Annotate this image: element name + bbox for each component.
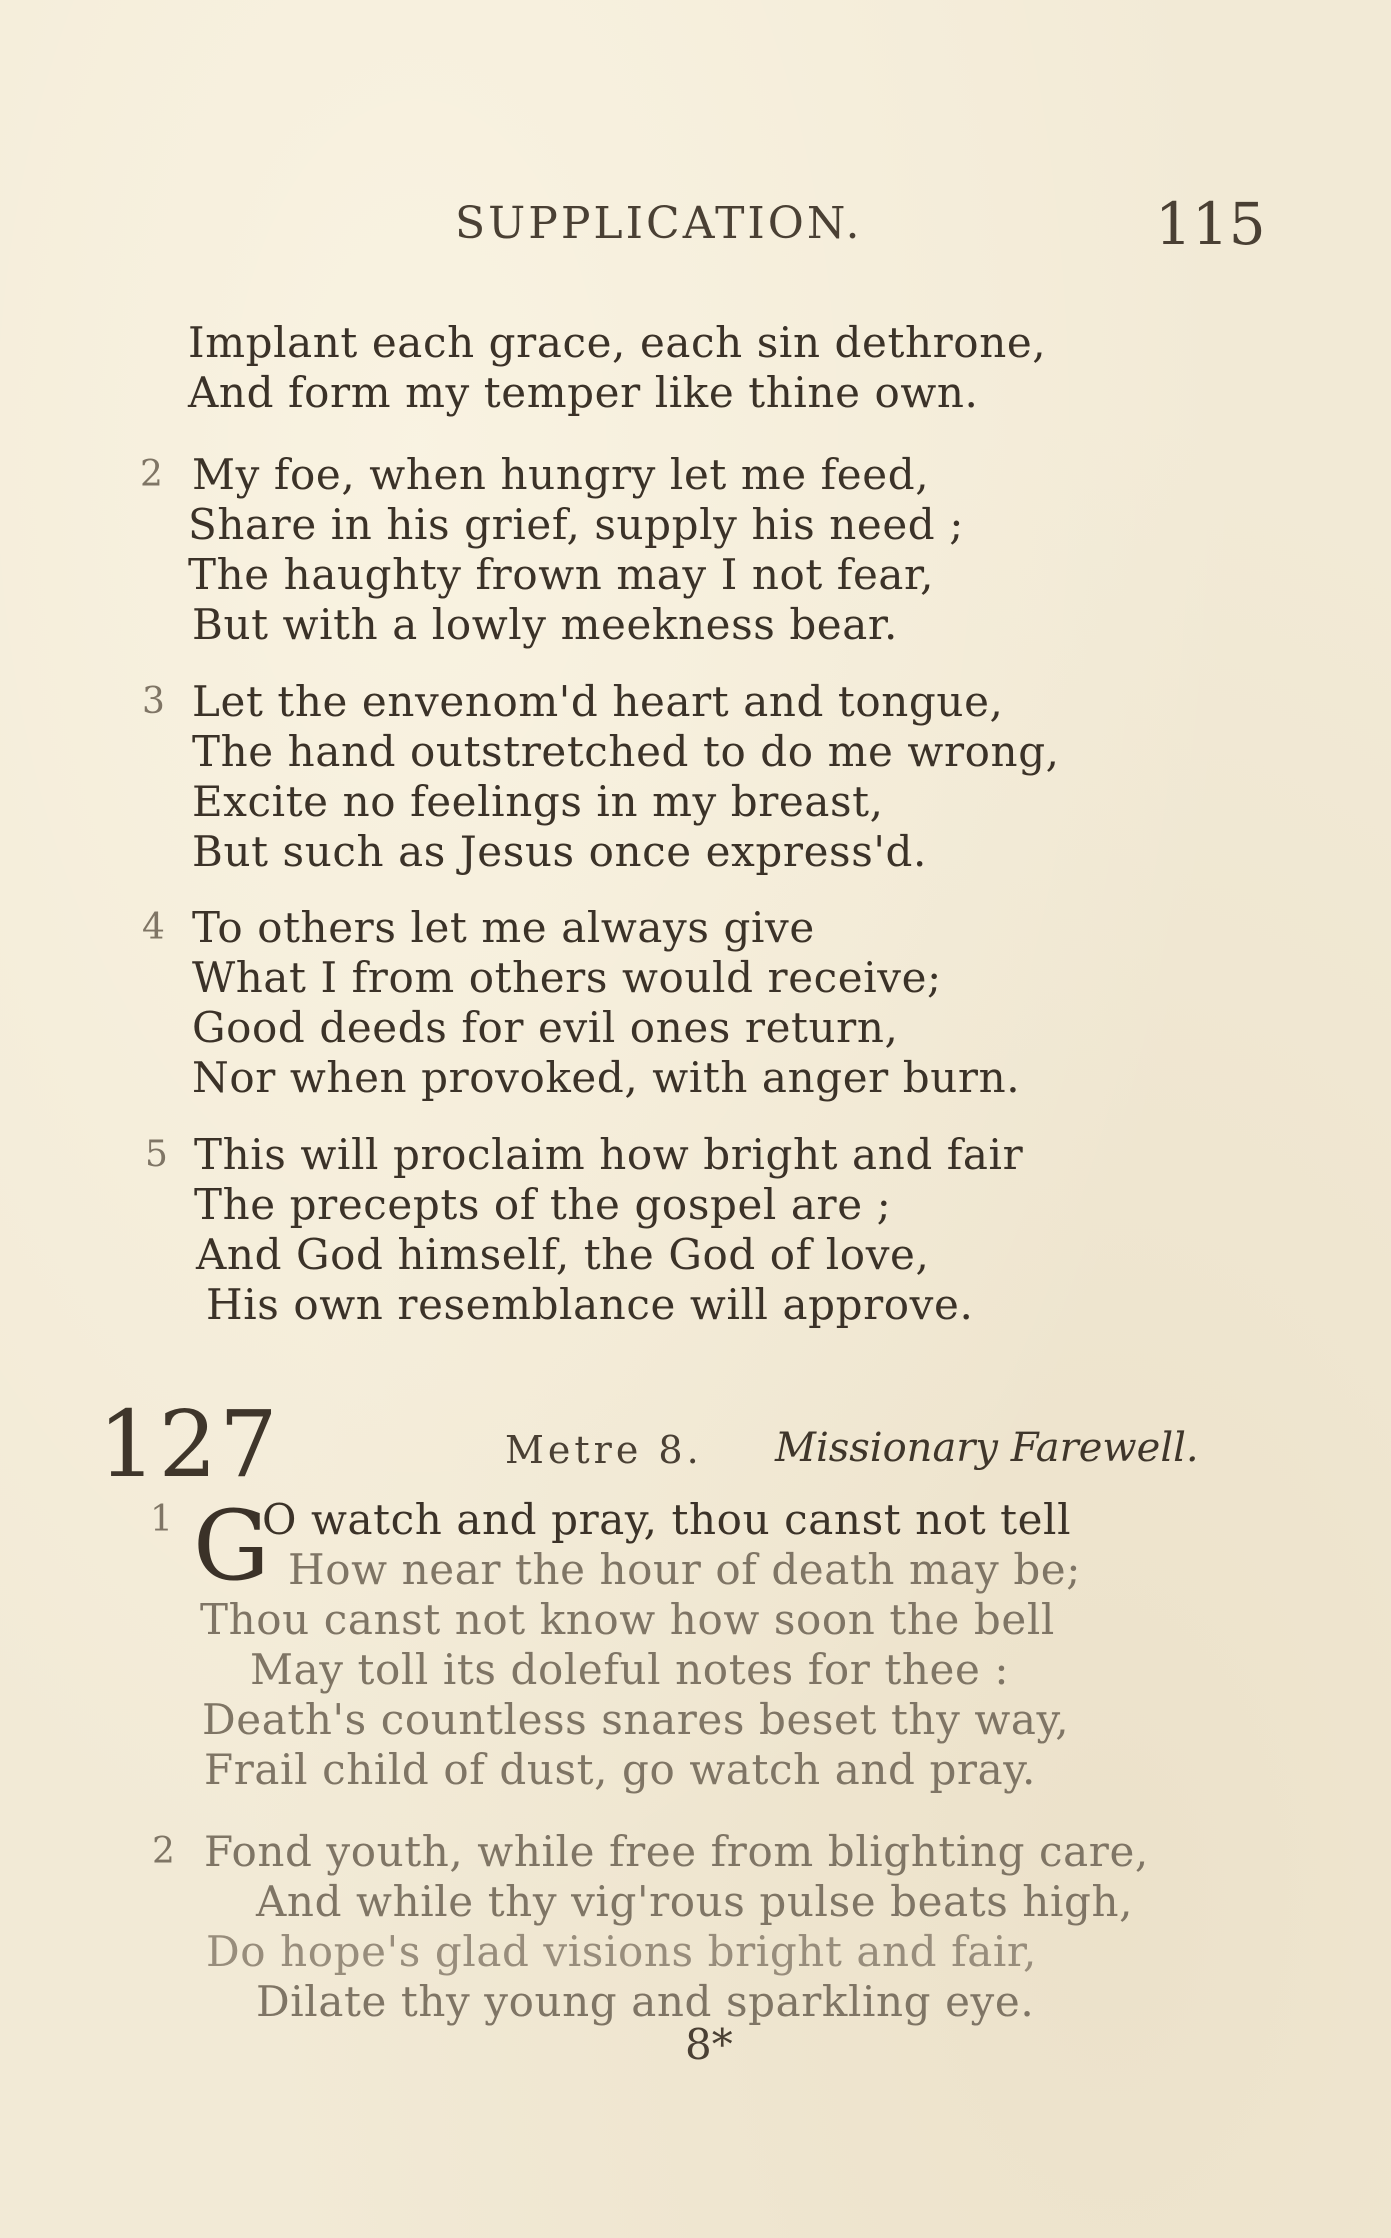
stanza-number: 1 — [150, 1499, 173, 1540]
metre-label: Metre 8. — [505, 1428, 703, 1472]
page-number: 115 — [1155, 190, 1266, 258]
verse-line: But such as Jesus once express'd. — [192, 827, 927, 876]
hymn-number: 127 — [98, 1391, 280, 1498]
verse-line: And God himself, the God of love, — [196, 1230, 930, 1279]
running-title: SUPPLICATION. — [455, 198, 863, 249]
verse-line: Frail child of dust, go watch and pray. — [204, 1745, 1036, 1794]
verse-line: Nor when provoked, with anger burn. — [192, 1053, 1021, 1102]
hymn-title: Missionary Farewell. — [775, 1425, 1199, 1471]
verse-line: The hand outstretched to do me wrong, — [192, 727, 1060, 776]
verse-line: To others let me always give — [192, 903, 815, 952]
verse-line: O watch and pray, thou canst not tell — [262, 1495, 1072, 1544]
verse-line: And while thy vig'rous pulse beats high, — [256, 1877, 1134, 1926]
verse-line: Good deeds for evil ones return, — [192, 1003, 899, 1052]
verse-line: Dilate thy young and sparkling eye. — [256, 1977, 1035, 2026]
verse-line: His own resemblance will approve. — [206, 1280, 974, 1329]
verse-line: Thou canst not know how soon the bell — [200, 1595, 1055, 1644]
verse-line: The haughty frown may I not fear, — [188, 550, 935, 599]
stanza-number: 2 — [140, 454, 163, 495]
verse-line: The precepts of the gospel are ; — [194, 1180, 892, 1229]
verse-line: And form my temper like thine own. — [188, 368, 979, 417]
signature-mark: 8* — [685, 2020, 733, 2069]
running-head — [0, 190, 1391, 260]
verse-line: Share in his grief, supply his need ; — [188, 500, 964, 549]
verse-line: Fond youth, while free from blighting care, — [204, 1827, 1149, 1876]
verse-line: Death's countless snares beset thy way, — [202, 1695, 1070, 1744]
verse-line: But with a lowly meekness bear. — [192, 600, 898, 649]
verse-line: This will proclaim how bright and fair — [194, 1130, 1024, 1179]
verse-line: My foe, when hungry let me feed, — [192, 450, 930, 499]
stanza-number: 4 — [142, 907, 165, 948]
verse-line: Let the envenom'd heart and tongue, — [192, 677, 1004, 726]
verse-line: How near the hour of death may be; — [288, 1545, 1082, 1594]
verse-line: Implant each grace, each sin dethrone, — [188, 318, 1047, 367]
verse-line: Excite no feelings in my breast, — [192, 777, 884, 826]
stanza-number: 5 — [145, 1134, 168, 1175]
verse-line: May toll its doleful notes for thee : — [250, 1645, 1010, 1694]
verse-line: What I from others would receive; — [192, 953, 942, 1002]
stanza-number: 2 — [152, 1831, 175, 1872]
verse-line: Do hope's glad visions bright and fair, — [206, 1927, 1037, 1976]
drop-cap: G — [193, 1490, 270, 1602]
stanza-number: 3 — [142, 681, 165, 722]
